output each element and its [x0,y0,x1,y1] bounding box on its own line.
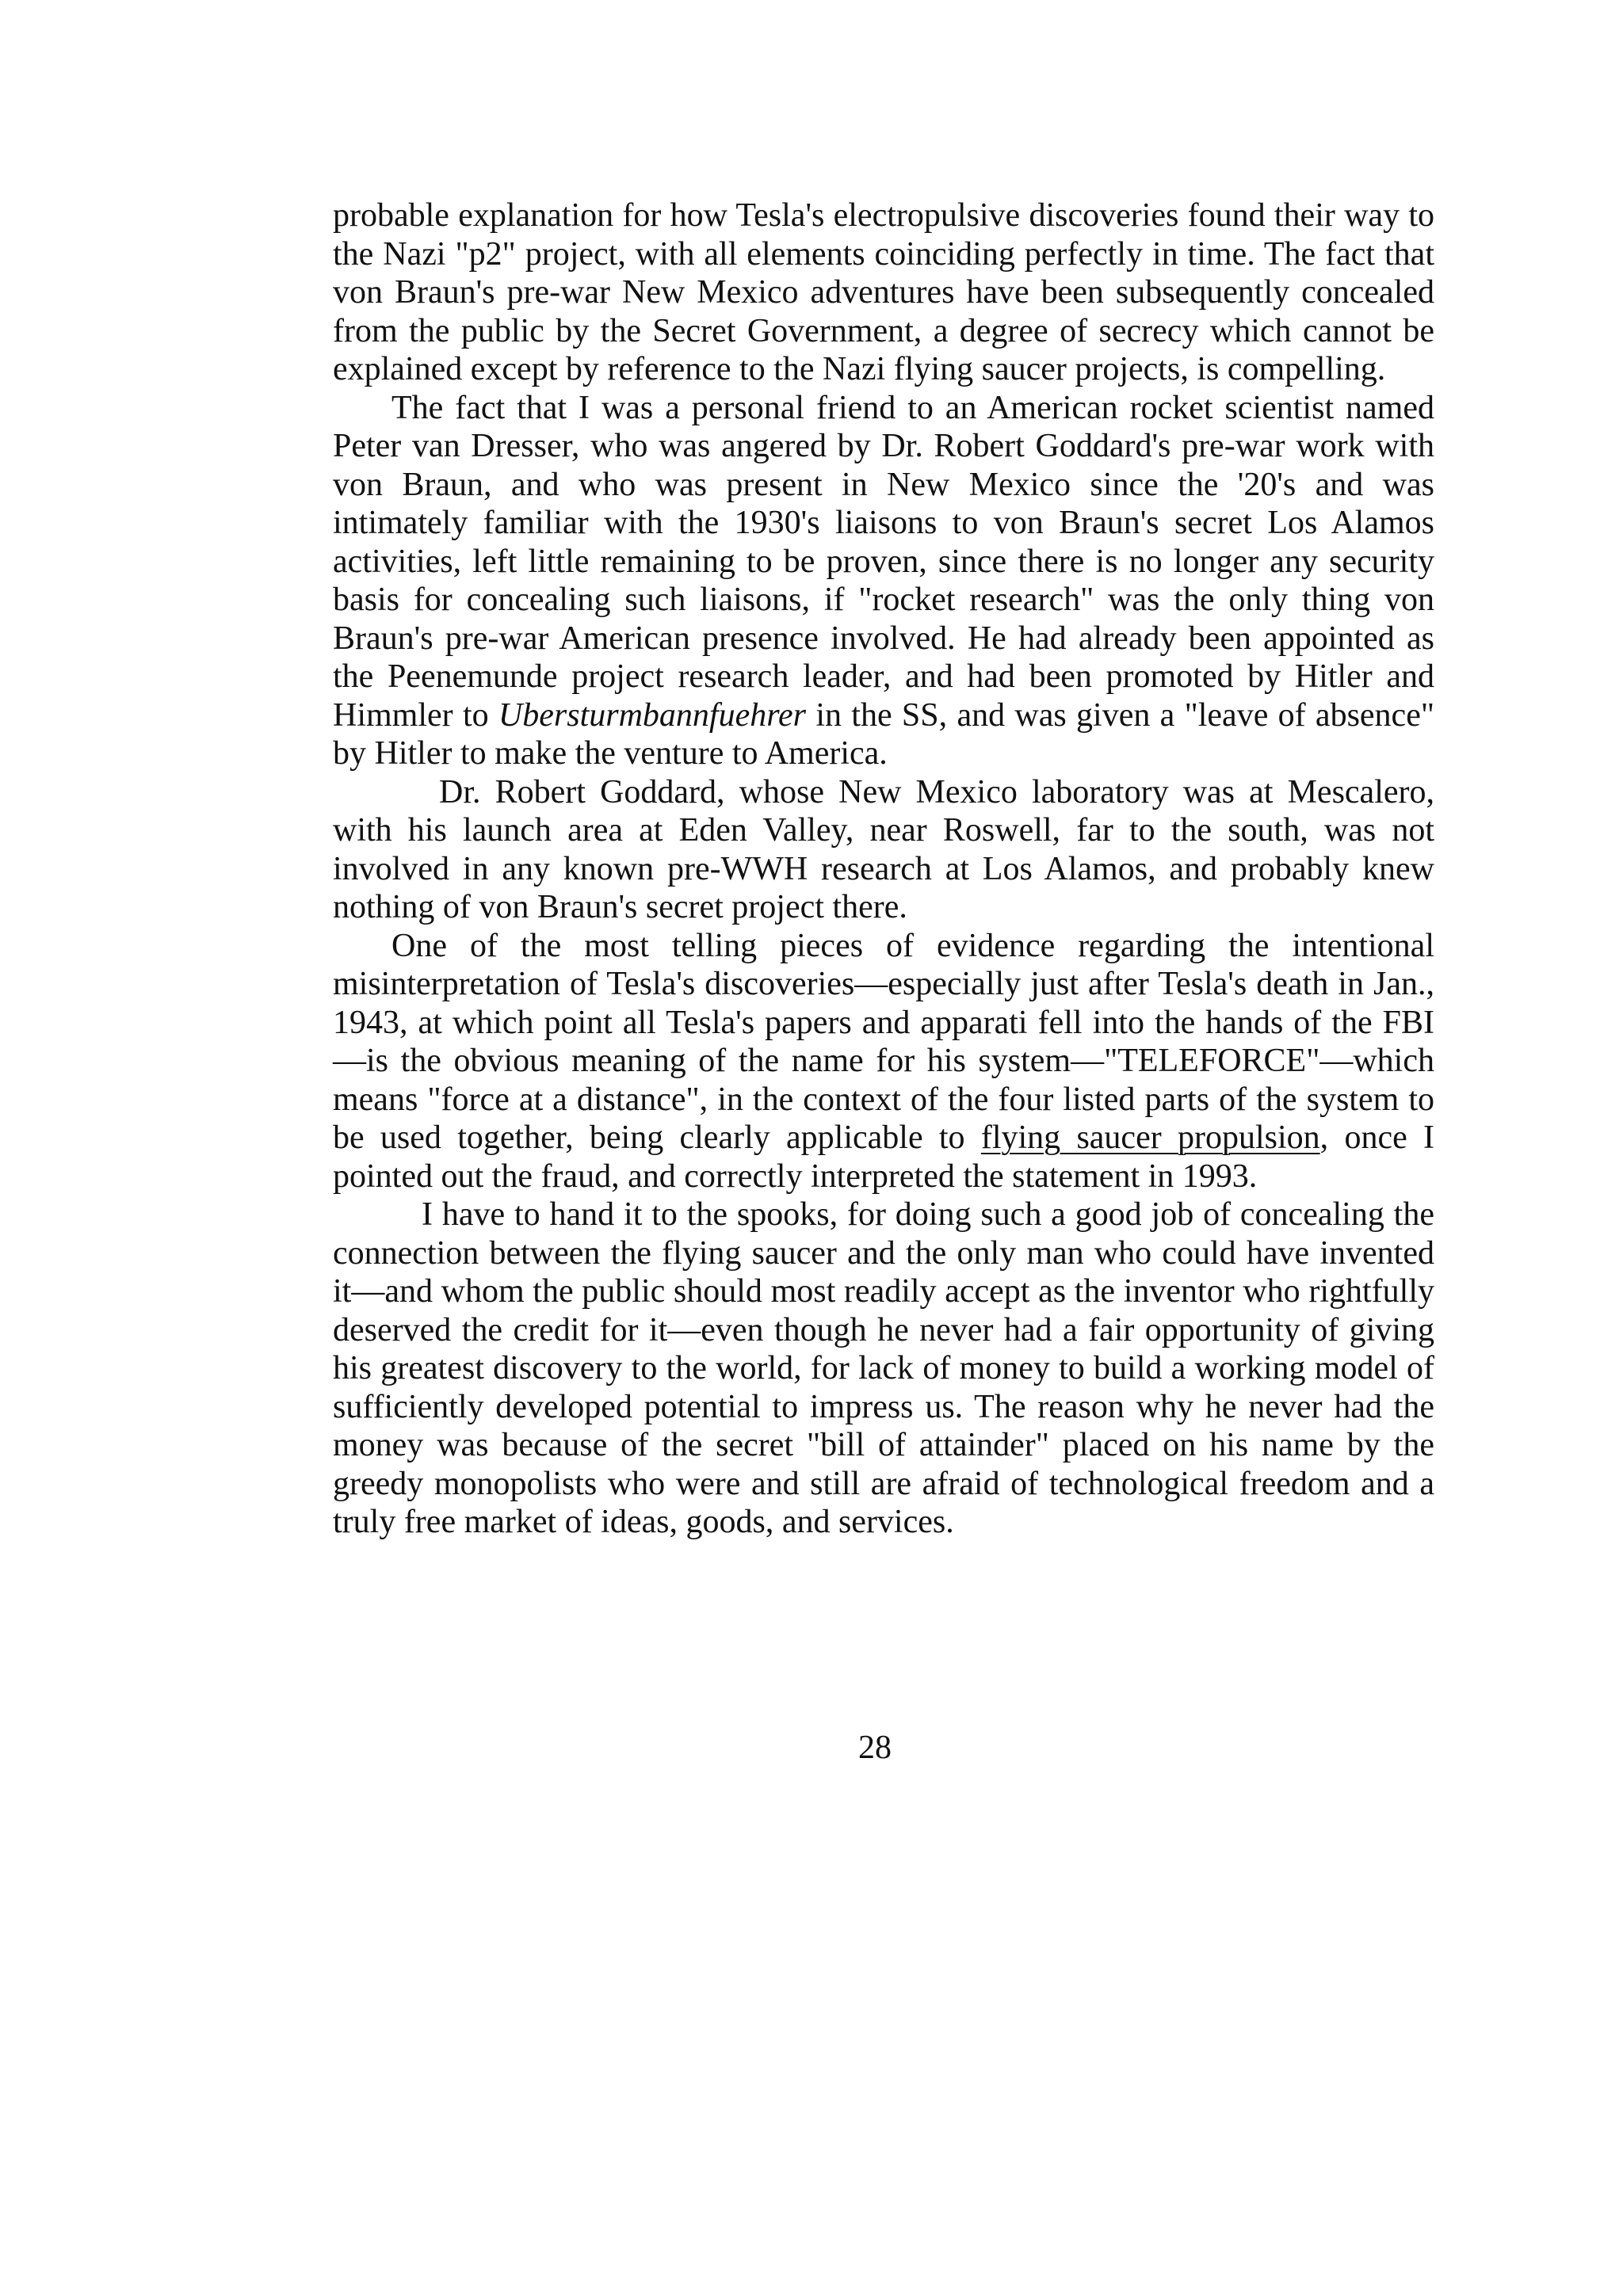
paragraph-spooks [333,1196,1434,1542]
paragraph-text: One of the most telling pieces of evidence regarding the intentional misinterpretation of Tesla's discoveries—especially just after Tesla's death in Jan., 1943, at which point all Tesla's papers and apparati fell into the hands of the FBI—is the obvious meaning of the name for his system—"TELEFORCE"—which means "force at a distance", in the context of the four listed parts of the system to be used together, being clearly applicable to [333,927,1434,1156]
document-page [333,196,1434,1542]
paragraph-von-dresser [333,389,1434,773]
paragraph-continuation [333,196,1434,389]
page-number [0,1729,1623,1767]
paragraph-text: in the SS, and was given a "leave of absence" by Hitler to make the venture to America. [333,696,1434,772]
underlined-phrase: flying saucer propulsion [980,1119,1320,1156]
paragraph-text: Dr. Robert Goddard, whose New Mexico laboratory was at Mescalero, with his launch area at Eden Valley, near Roswell, far to the south, was not involved in any known pre-WWH research at Los Alamos, and probably knew nothing of von Braun's secret project there. [333,773,1434,925]
page-number-text: 28 [858,1730,892,1766]
italic-term: Ubersturmbannfuehrer [498,696,807,734]
paragraph-text: The fact that I was a personal friend to an American rocket scientist named Peter van Dresser, who was angered by Dr. Robert Goddard's pre-war work with von Braun, and who was present in New Mexico since the '20's and was intimately familiar with the 1930's liaisons to von Braun's secret Los Alamos activities, left little remaining to be proven, since there is no longer any security basis for concealing such liaisons, if "rocket research" was the only thing von Braun's pre-war American presence involved. He had already been appointed as the Peenemunde project research leader, and had been promoted by Hitler and Himmler to [333,389,1434,734]
paragraph-teleforce [333,927,1434,1196]
paragraph-text: , once I pointed out the fraud, and correctly interpreted the statement in 1993. [333,1119,1435,1195]
paragraph-text: I have to hand it to the spooks, for doing such a good job of concealing the connection between the flying saucer and the only man who could have invented it—and whom the public should most readily accept as the inventor who rightfully deserved the credit for it—even though he never had a fair opportunity of giving his greatest discovery to the world, for lack of money to build a working model of sufficiently developed potential to impress us. The reason why he never had the money was because of the secret "bill of attainder" placed on his name by the greedy monopolists who were and still are afraid of technological freedom and a truly free market of ideas, goods, and services. [333,1196,1434,1540]
paragraph-goddard [333,773,1434,927]
paragraph-text: probable explanation for how Tesla's electropulsive discoveries found their way to the Nazi "p2" project, with all elements coinciding perfectly in time. The fact that von Braun's pre-war New Mexico adventures have been subsequently concealed from the public by the Secret Government, a degree of secrecy which cannot be explained except by reference to the Nazi flying saucer projects, is compelling. [333,197,1434,387]
